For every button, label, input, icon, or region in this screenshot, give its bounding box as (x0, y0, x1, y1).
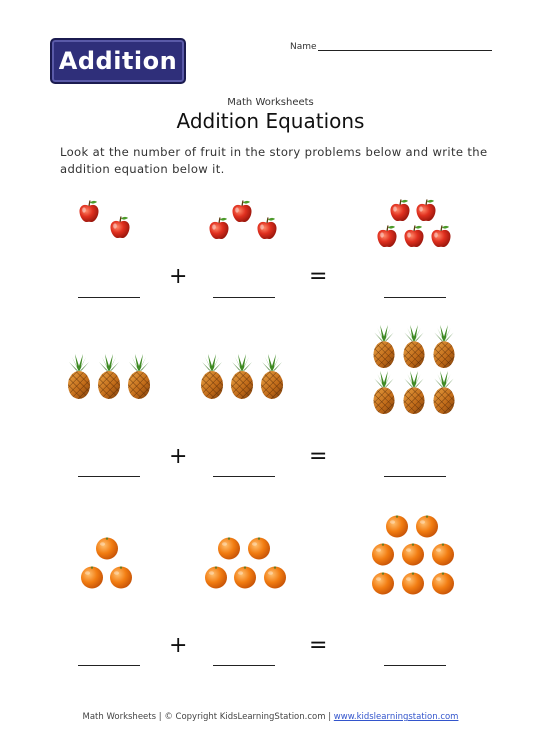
orange-icon (401, 542, 425, 566)
apple-icon (430, 224, 452, 248)
equals-sign: = (309, 633, 328, 658)
equals-sign: = (309, 444, 328, 469)
orange-icon (371, 571, 395, 595)
orange-icon (431, 542, 455, 566)
orange-icon (247, 536, 271, 560)
answer-blank[interactable] (384, 665, 446, 666)
pineapple-icon (431, 371, 457, 415)
answer-blank[interactable] (78, 297, 140, 298)
name-label: Name (290, 42, 317, 52)
pineapple-icon (401, 371, 427, 415)
orange-icon (80, 565, 104, 589)
apple-icon (78, 199, 100, 223)
apple-icon (231, 199, 253, 223)
pineapple-icon (371, 371, 397, 415)
pineapple-icon (66, 354, 92, 400)
pineapple-icon (96, 354, 122, 400)
instructions-text: Look at the number of fruit in the story problems below and write the addition equation below it. (60, 145, 488, 176)
pineapple-icon (126, 354, 152, 400)
orange-icon (263, 565, 287, 589)
orange-icon (415, 514, 439, 538)
answer-blank[interactable] (384, 476, 446, 477)
footer-separator: | (328, 712, 332, 722)
equals-sign: = (309, 264, 328, 289)
apple-icon (208, 216, 230, 240)
orange-icon (217, 536, 241, 560)
orange-icon (204, 565, 228, 589)
footer-label: Math Worksheets (82, 712, 157, 722)
orange-icon (233, 565, 257, 589)
orange-icon (385, 514, 409, 538)
apple-icon (376, 224, 398, 248)
apple-icon (256, 216, 278, 240)
orange-icon (401, 571, 425, 595)
apple-icon (415, 198, 437, 222)
answer-blank[interactable] (78, 665, 140, 666)
orange-icon (371, 542, 395, 566)
pineapple-icon (259, 354, 285, 400)
answer-blank[interactable] (213, 297, 275, 298)
badge-label: Addition (58, 47, 178, 75)
orange-icon (431, 571, 455, 595)
apple-icon (389, 198, 411, 222)
plus-sign: + (169, 633, 188, 658)
pineapple-icon (401, 325, 427, 369)
name-field-line[interactable] (318, 50, 492, 51)
answer-blank[interactable] (78, 476, 140, 477)
orange-icon (95, 536, 119, 560)
apple-icon (403, 224, 425, 248)
pineapple-icon (229, 354, 255, 400)
footer-website-link[interactable]: www.kidslearningstation.com (333, 712, 459, 722)
footer-copyright: © Copyright KidsLearningStation.com (164, 712, 326, 722)
footer-separator: | (158, 712, 162, 722)
page-subtitle: Math Worksheets (227, 97, 314, 108)
pineapple-icon (371, 325, 397, 369)
page-title: Addition Equations (176, 109, 365, 133)
worksheet-badge (50, 38, 186, 84)
answer-blank[interactable] (384, 297, 446, 298)
answer-blank[interactable] (213, 665, 275, 666)
orange-icon (109, 565, 133, 589)
plus-sign: + (169, 264, 188, 289)
answer-blank[interactable] (213, 476, 275, 477)
plus-sign: + (169, 444, 188, 469)
pineapple-icon (431, 325, 457, 369)
apple-icon (109, 215, 131, 239)
pineapple-icon (199, 354, 225, 400)
footer (0, 712, 541, 722)
